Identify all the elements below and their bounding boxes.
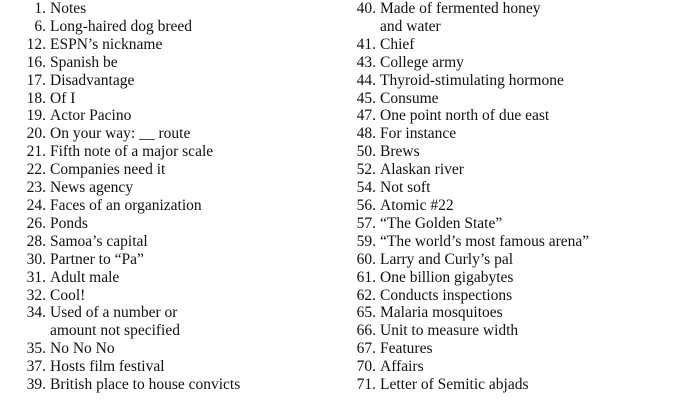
clue-item [10,125,340,143]
clue-item [340,0,674,18]
clue-text: “The world’s most famous arena” [380,232,590,250]
clue-item [340,161,674,179]
clue-item [340,125,674,143]
clue-text: Chief [380,35,415,53]
clue-item [340,90,674,108]
clue-number: 52. [356,161,376,179]
clue-text: Samoa’s capital [50,232,148,250]
clue-item [340,251,674,269]
clue-number: 35. [26,340,46,358]
clue-number: 54. [356,179,376,197]
clue-text: Used of a number or [50,304,178,322]
clue-item [340,304,674,322]
clue-number: 71. [356,376,376,394]
clue-text: British place to house convicts [50,376,241,394]
clue-number: 32. [26,286,46,304]
clue-text: Notes [50,0,87,17]
clue-item [10,90,340,108]
clue-item [340,287,674,305]
clue-item [10,287,340,305]
clue-number: 23. [26,179,46,197]
clue-text: amount not specified [50,322,180,340]
clue-text: Affairs [380,358,424,376]
clue-number: 48. [356,125,376,143]
clue-text: Companies need it [50,161,166,179]
clue-number: 40. [356,0,376,17]
clue-number [10,322,50,340]
clue-text: One point north of due east [380,107,550,125]
clue-number: 65. [356,304,376,322]
clue-item-continuation [340,18,674,36]
clue-text: Ponds [50,214,88,232]
clue-number: 56. [356,196,376,214]
clue-item [10,54,340,72]
clue-item [340,179,674,197]
clue-number: 44. [356,71,376,89]
clue-item [10,161,340,179]
clue-text: Atomic #22 [380,196,454,214]
clue-number: 34. [26,304,46,322]
clue-number: 20. [26,125,46,143]
clue-item [10,36,340,54]
clue-number: 18. [26,89,46,107]
clue-number: 19. [26,107,46,125]
clue-item [10,251,340,269]
clue-number: 17. [26,71,46,89]
clue-number: 67. [356,340,376,358]
clue-text: Larry and Curly’s pal [380,250,514,268]
clue-number: 43. [356,53,376,71]
clue-number: 22. [26,161,46,179]
clue-item [10,0,340,18]
clue-item [340,233,674,251]
clue-number: 12. [26,35,46,53]
clue-item [340,36,674,54]
clue-item [10,107,340,125]
clue-text: Thyroid-stimulating hormone [380,71,564,89]
clue-text: One billion gigabytes [380,268,514,286]
clue-item [10,358,340,376]
clue-number: 6. [34,17,46,35]
clue-text: “The Golden State” [380,214,503,232]
clue-item [10,376,340,394]
clue-text: Malaria mosquitoes [380,304,503,322]
clue-item [340,197,674,215]
clue-number: 45. [356,89,376,107]
clue-number: 31. [26,268,46,286]
clue-item [10,233,340,251]
clue-number: 1. [34,0,46,17]
clue-text: Not soft [380,179,431,197]
clue-item [340,215,674,233]
clue-text: Adult male [50,268,120,286]
clue-text: College army [380,53,464,71]
clue-text: Features [380,340,433,358]
clue-item [340,376,674,394]
clue-number: 61. [356,268,376,286]
clue-number: 57. [356,214,376,232]
clue-number: 47. [356,107,376,125]
clue-text: Consume [380,89,439,107]
clue-item-continuation [10,322,340,340]
clue-text: Letter of Semitic abjads [380,376,529,394]
clue-number: 66. [356,322,376,340]
clue-column-right [340,0,674,394]
clue-text: News agency [50,179,134,197]
clue-item [10,269,340,287]
clue-number: 37. [26,358,46,376]
clue-text: Hosts film festival [50,358,165,376]
clue-item [10,340,340,358]
clue-text: Of I [50,89,76,107]
clue-text: ESPN’s nickname [50,35,163,53]
clue-item [10,18,340,36]
clue-text: Alaskan river [380,161,464,179]
clue-number: 50. [356,143,376,161]
clue-text: For instance [380,125,457,143]
clue-number: 21. [26,143,46,161]
clue-text: Spanish be [50,53,118,71]
clue-text: No No No [50,340,115,358]
clue-number: 30. [26,250,46,268]
clue-item [10,215,340,233]
clue-column-left [10,0,340,394]
clue-item [340,143,674,161]
clue-text: Cool! [50,286,86,304]
clue-item [340,340,674,358]
clue-item [340,72,674,90]
clue-text: Actor Pacino [50,107,132,125]
clue-number: 16. [26,53,46,71]
clue-text: Disadvantage [50,71,135,89]
clue-text: Made of fermented honey [380,0,541,17]
clue-item [10,179,340,197]
clue-item [340,358,674,376]
clue-number: 24. [26,196,46,214]
clue-text: Unit to measure width [380,322,519,340]
clue-text: Brews [380,143,420,161]
clue-number: 59. [356,232,376,250]
clue-number: 26. [26,214,46,232]
clue-number [340,18,380,36]
clue-text: Fifth note of a major scale [50,143,214,161]
clue-item [10,304,340,322]
clue-text: Faces of an organization [50,196,202,214]
clue-item [10,72,340,90]
clue-text: Long-haired dog breed [50,17,193,35]
clue-number: 39. [26,376,46,394]
clue-item [340,54,674,72]
clue-number: 28. [26,232,46,250]
clue-text: Conducts inspections [380,286,513,304]
clue-item [340,269,674,287]
clue-number: 60. [356,250,376,268]
clue-item [10,143,340,161]
clue-item [340,322,674,340]
clue-text: Partner to “Pa” [50,250,144,268]
clue-item [10,197,340,215]
clue-text: and water [380,17,441,35]
clue-number: 41. [356,35,376,53]
clue-number: 70. [356,358,376,376]
clue-item [340,107,674,125]
clue-number: 62. [356,286,376,304]
clue-text: On your way: __ route [50,125,191,143]
